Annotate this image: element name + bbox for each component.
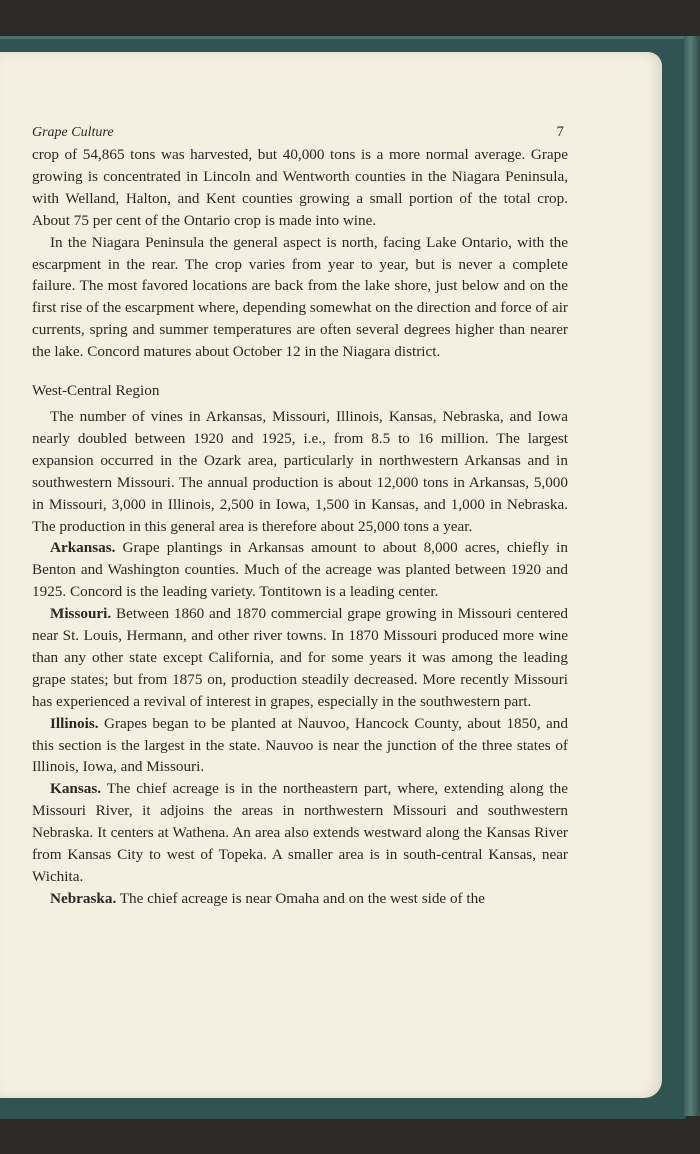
run-in-heading-kansas: Kansas. [50,780,102,798]
running-head [32,122,568,144]
page-number: 7 [556,124,564,140]
section-heading-west-central: West-Central Region [32,382,160,400]
paragraph-arkansas-text: Grape plantings in Arkansas amount to about 8,000 acres, chiefly in Benton and Washington counties. Much of the acreage was planted between 1920 and 1925. Concord is the leading variety. Tontitown is a leading center. [32,539,568,601]
book-page [0,52,662,1098]
paragraph-west-central-overview: The number of vines in Arkansas, Missouri, Illinois, Kansas, Nebraska, and Iowa nearly doubled between 1920 and 1925, i.e., from 8.5 to 16 million. The largest expansion occurred in the Ozark area, particularly in northwestern Arkansas and in southwestern Missouri. The annual production is about 12,000 tons in Arkansas, 5,000 in Missouri, 3,000 in Illinois, 2,500 in Iowa, 1,500 in Kansas, and 1,000 in Nebraska. The production in this general area is therefore about 25,000 tons a year. [32,407,568,535]
paragraph-illinois-text: Grapes began to be planted at Nauvoo, Hancock County, about 1850, and this section is the largest in the state. Nauvoo is near the junction of the three states of Illinois, Iowa, and Missouri. [32,714,568,776]
paragraph-niagara-peninsula: In the Niagara Peninsula the general aspect is north, facing Lake Ontario, with the escarpment in the rear. The crop varies from year to year, but is never a complete failure. The most favored locations are back from the lake shore, just below and on the first rise of the escarpment where, depending somewhat on the direction and force of air currents, spring and summer temperatures are often several degrees higher than nearer the lake. Concord matures about October 12 in the Niagara district. [32,233,568,361]
book-spine-edge [684,36,700,1116]
run-in-heading-illinois: Illinois. [50,714,99,732]
paragraph-ontario-crop: crop of 54,865 tons was harvested, but 40,000 tons is a more normal average. Grape growing is concentrated in Lincoln and Wentworth counties in the Niagara Peninsula, with Welland, Halton, and Kent counties growing a small portion of the total crop. About 75 per cent of the Ontario crop is made into wine. [32,146,568,229]
paragraph-kansas [32,778,568,888]
run-in-heading-missouri: Missouri. [50,605,112,623]
paragraph-illinois [32,713,568,779]
paragraph-nebraska-text: The chief acreage is near Omaha and on the west side of the [116,889,485,907]
running-head-title: Grape Culture [32,125,114,140]
paragraph-missouri [32,603,568,713]
paragraph-missouri-text: Between 1860 and 1870 commercial grape growing in Missouri centered near St. Louis, Hermann, and other river towns. In 1870 Missouri produced more wine than any other state except California, and for some years it was among the leading grape states; but from 1875 on, production steadily decreased. More recently Missouri has experienced a revival of interest in grapes, especially in the southwestern part. [32,605,568,710]
paragraph-arkansas [32,537,568,603]
paragraph-kansas-text: The chief acreage is in the northeastern part, where, extending along the Missouri River, it adjoins the areas in northwestern Missouri and southwestern Nebraska. It centers at Wathena. An area also extends westward along the Kansas River from Kansas City to west of Topeka. A smaller area is in south-central Kansas, near Wichita. [32,780,568,885]
run-in-heading-nebraska: Nebraska. [50,889,117,907]
page-content [32,122,568,910]
paragraph-nebraska [32,888,568,910]
run-in-heading-arkansas: Arkansas. [50,539,116,557]
